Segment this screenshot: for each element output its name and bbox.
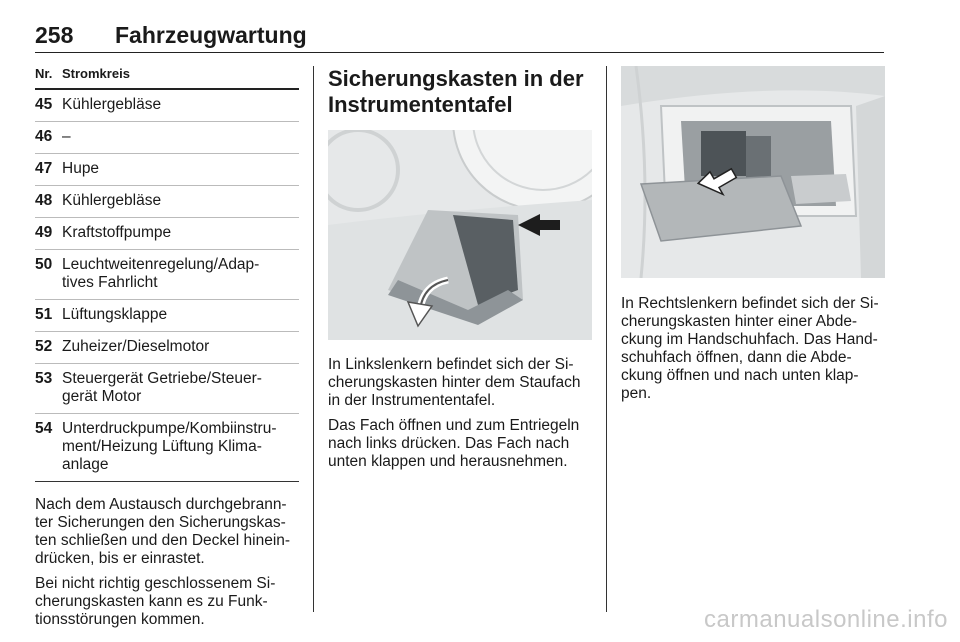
column-divider	[606, 66, 607, 612]
fuse-table-row	[35, 414, 299, 482]
section-title	[328, 66, 592, 118]
fuse-table-row	[35, 332, 299, 364]
right-column-text	[621, 295, 885, 403]
fuse-circuit: Steuergerät Getriebe/Steuer- gerät Motor	[62, 370, 262, 405]
fuse-circuit: Kraftstoffpumpe	[62, 224, 172, 241]
fuse-table-row	[35, 122, 299, 154]
fuse-table-header	[35, 66, 299, 90]
fuse-circuit: Hupe	[62, 160, 100, 177]
page-header	[35, 22, 884, 53]
fuse-table-row	[35, 154, 299, 186]
column-divider	[313, 66, 314, 612]
fuse-number: 49	[35, 224, 53, 241]
fuse-number: 50	[35, 256, 53, 273]
paragraph: In Rechtslenkern befindet sich der Si- cherungskasten hinter einer Abde- ckung im Handschuhfach. Das Hand- schuhfach öffnen, dann die Abde- ckung öffnen und nach unten klap- pen.	[621, 295, 879, 402]
fuse-table-body	[35, 90, 299, 482]
middle-column	[328, 66, 592, 471]
fuse-table-row	[35, 218, 299, 250]
section-title-line-1: Sicherungskasten in der Instrumententafel	[328, 66, 584, 117]
fuse-number: 51	[35, 306, 53, 323]
fuse-circuit: Leuchtweitenregelung/Adap- tives Fahrlicht	[62, 256, 260, 291]
right-column	[621, 66, 885, 403]
fuse-number: 46	[35, 128, 53, 145]
fuse-number: 48	[35, 192, 53, 209]
fuse-circuit: –	[62, 128, 71, 145]
watermark: carmanualsonline.info	[704, 606, 948, 633]
fuse-table-row	[35, 300, 299, 332]
paragraph: Nach dem Austausch durchgebrann- ter Sicherungen den Sicherungskas- ten schließen und den Deckel hinein- drücken, bis er einrastet.	[35, 496, 291, 567]
fuse-box-right-hand-drive-illustration	[621, 66, 885, 278]
fuse-box-left-hand-drive-illustration	[328, 130, 592, 340]
paragraph: In Linkslenkern befindet sich der Si- cherungskasten hinter dem Staufach in der Instrumententafel.	[328, 356, 581, 409]
fuse-circuit: Kühlergebläse	[62, 192, 162, 209]
page-title: Fahrzeugwartung	[115, 22, 307, 48]
left-column-text	[35, 496, 299, 629]
fuse-circuit: Unterdruckpumpe/Kombiinstru- ment/Heizung Lüftung Klima- anlage	[62, 420, 277, 473]
fuse-number: 54	[35, 420, 53, 437]
fuse-number: 47	[35, 160, 53, 177]
dashboard-compartment-drawing	[328, 130, 592, 340]
fuse-table-row	[35, 364, 299, 414]
glovebox-drawing	[621, 66, 885, 278]
middle-column-text	[328, 356, 592, 471]
fuse-number: 53	[35, 370, 53, 387]
header-nr: Nr.	[35, 66, 53, 81]
page-number: 258	[35, 22, 74, 48]
paragraph: Das Fach öffnen und zum Entriegeln nach links drücken. Das Fach nach unten klappen und herausnehmen.	[328, 417, 580, 470]
fuse-number: 52	[35, 338, 53, 355]
fuse-circuit: Zuheizer/Dieselmotor	[62, 338, 210, 355]
fuse-circuit: Lüftungsklappe	[62, 306, 168, 323]
fuse-table-row	[35, 90, 299, 122]
paragraph: Bei nicht richtig geschlossenem Si- cherungskasten kann es zu Funk- tionsstörungen kommen.	[35, 575, 276, 628]
fuse-number: 45	[35, 96, 53, 113]
header-circuit: Stromkreis	[62, 66, 130, 81]
fuse-table-row	[35, 186, 299, 218]
fuse-table-row	[35, 250, 299, 300]
fuse-circuit: Kühlergebläse	[62, 96, 162, 113]
left-column	[35, 66, 299, 629]
